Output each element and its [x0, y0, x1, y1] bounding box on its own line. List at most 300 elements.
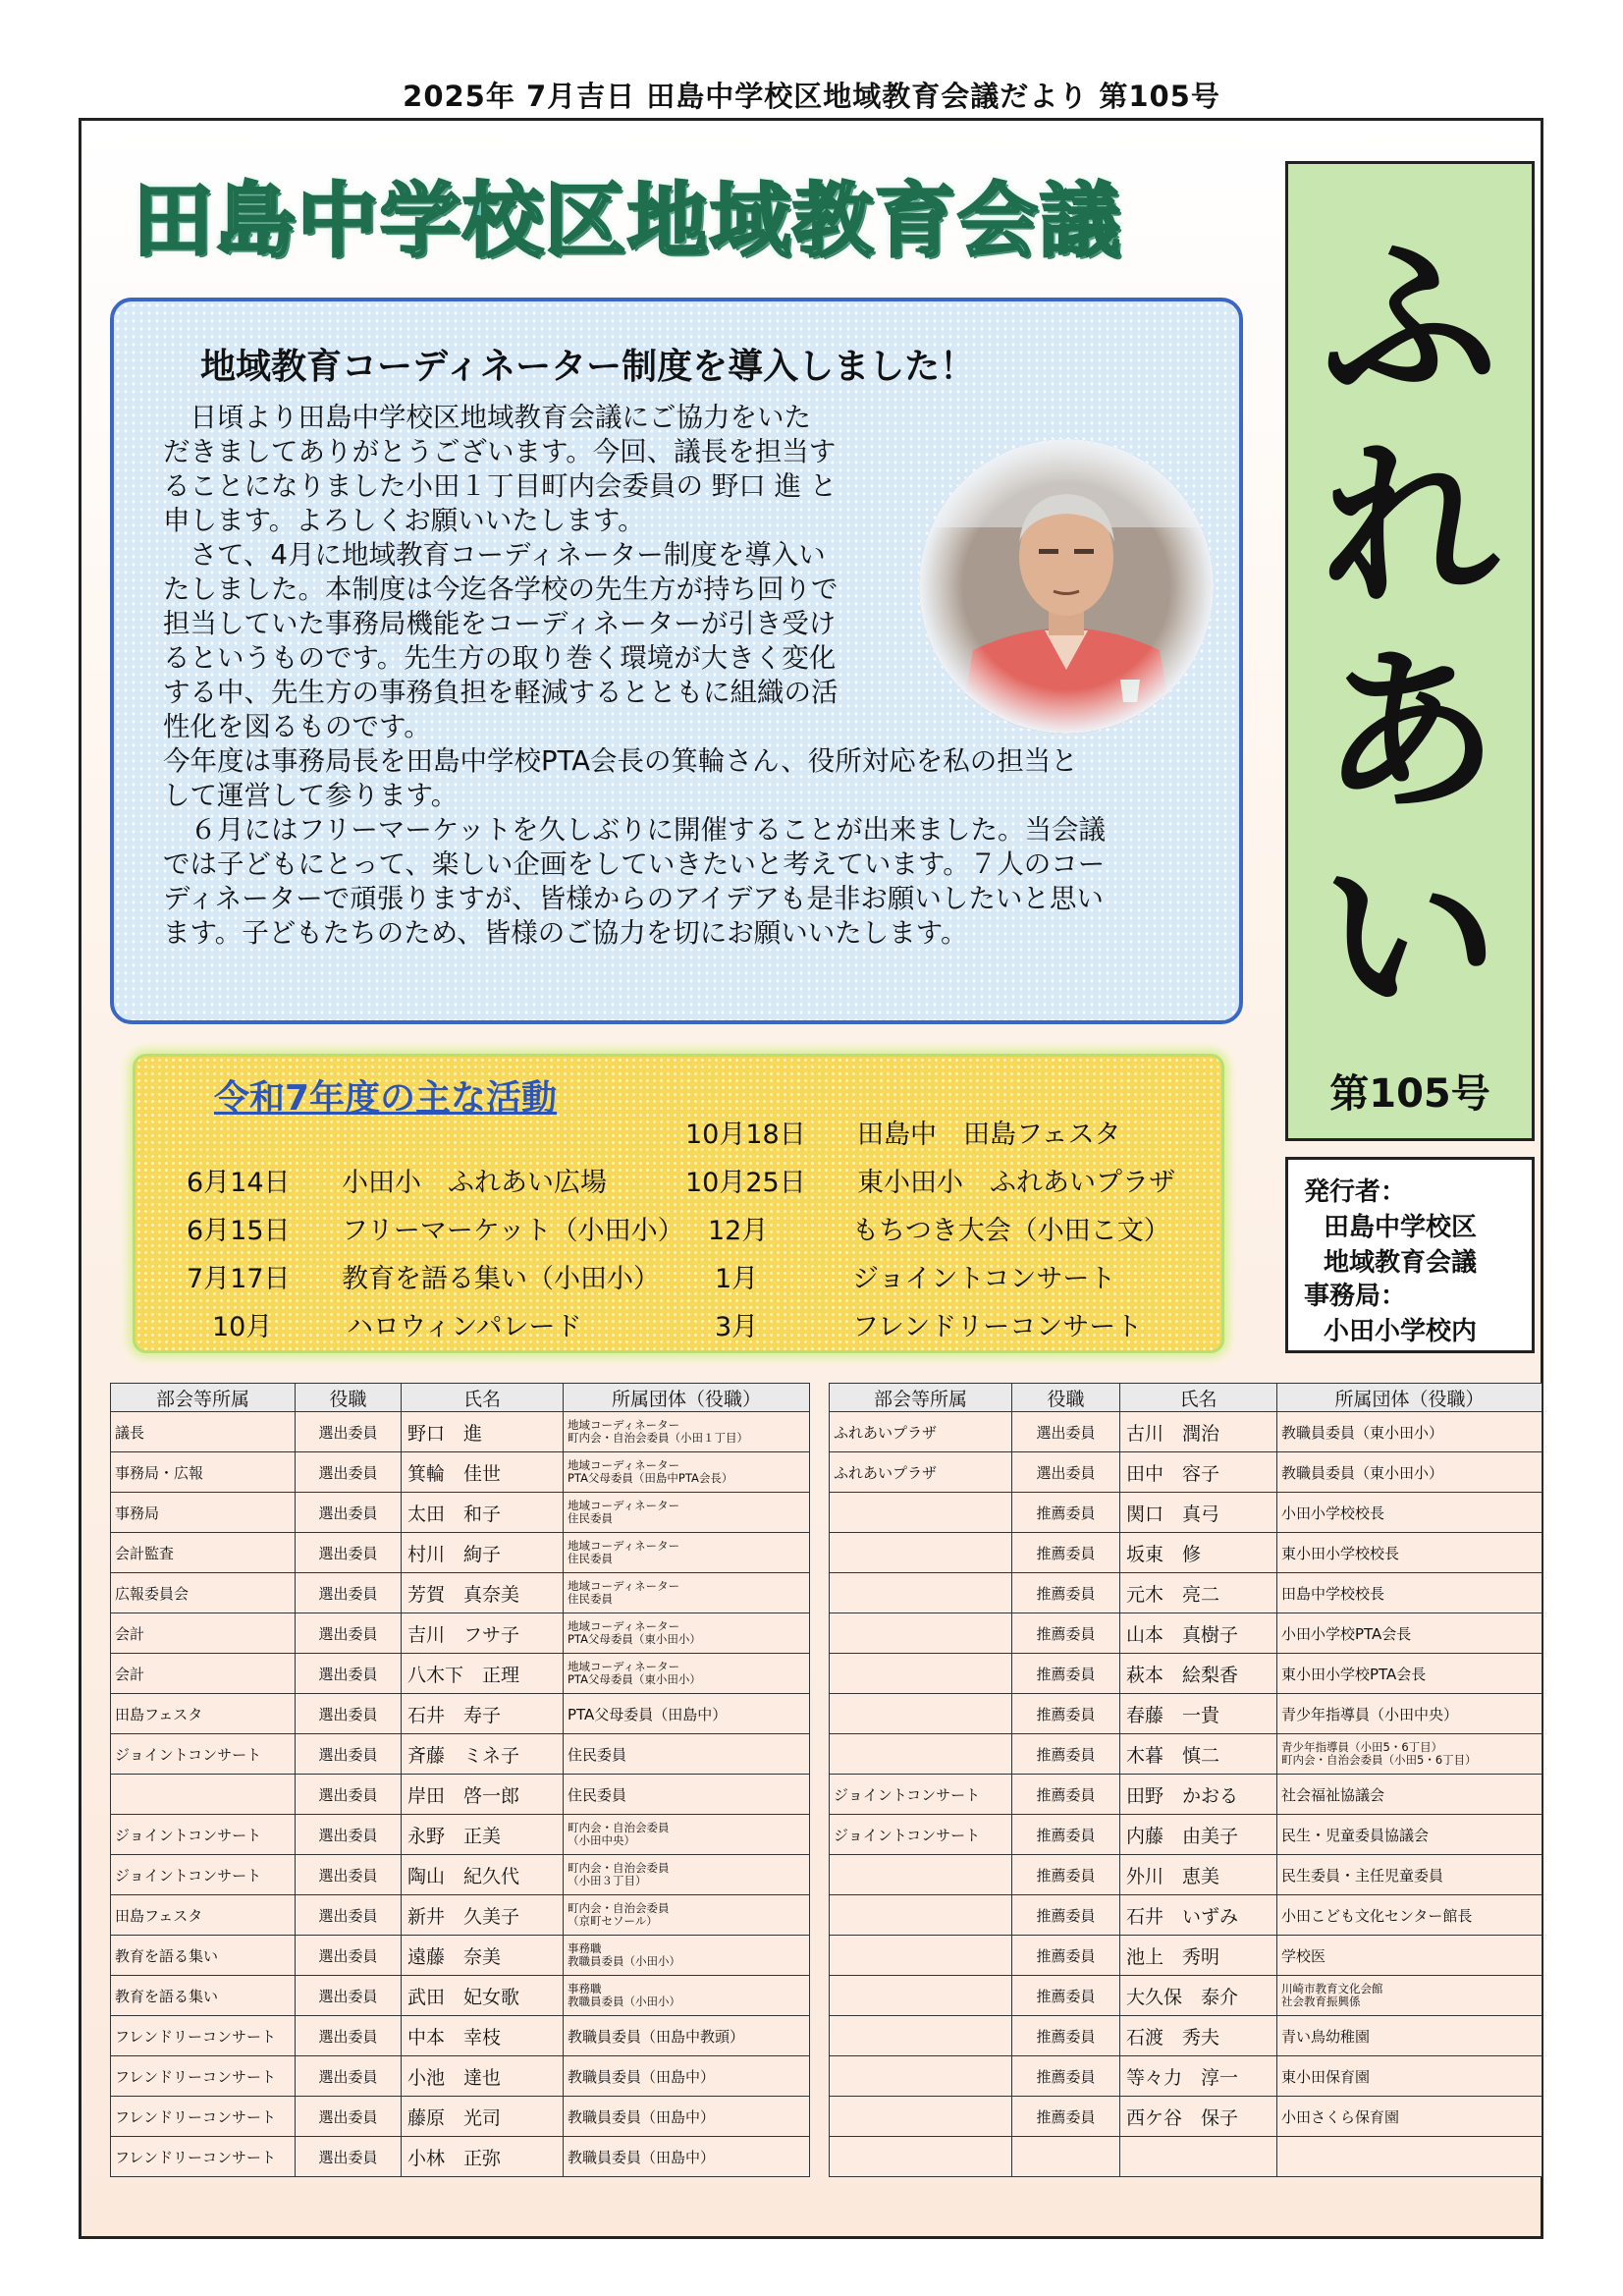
- name-cell: 萩本 絵梨香: [1120, 1654, 1277, 1694]
- publisher-line: 田島中学校区: [1324, 1213, 1478, 1242]
- table-row: [830, 2137, 1542, 2177]
- name-cell: 古川 潤治: [1120, 1412, 1277, 1452]
- role-cell: 推薦委員: [1012, 1976, 1120, 2016]
- dept-cell: [830, 1533, 1012, 1573]
- table-row: [830, 1855, 1542, 1895]
- org-line: 事務職: [568, 1981, 602, 1995]
- name-cell: 大久保 泰介: [1120, 1976, 1277, 2016]
- article-line: ６月にはフリーマーケットを久しぶりに開催することが出来ました。当会議: [163, 814, 1107, 846]
- org-cell: [564, 1775, 810, 1815]
- role-cell: 選出委員: [296, 1533, 402, 1573]
- role-cell: 選出委員: [296, 1855, 402, 1895]
- org-cell: [1277, 1734, 1542, 1775]
- org-line: 住民委員: [568, 1745, 627, 1764]
- org-line: 小田小学校PTA会長: [1281, 1624, 1412, 1643]
- dept-cell: [830, 1855, 1012, 1895]
- dept-cell: 教育を語る集い: [111, 1976, 296, 2016]
- dept-cell: [830, 2016, 1012, 2056]
- org-cell: [1277, 1493, 1542, 1533]
- table-row: [111, 1694, 810, 1734]
- org-line: 東小田小学校校長: [1281, 1544, 1400, 1562]
- org-cell: [1277, 2137, 1542, 2177]
- org-line: 事務職: [568, 1941, 602, 1955]
- chairperson-photo: [919, 439, 1214, 734]
- org-cell: [564, 2137, 810, 2177]
- table-row: [111, 1493, 810, 1533]
- role-cell: 推薦委員: [1012, 2056, 1120, 2097]
- table-row: [830, 1775, 1542, 1815]
- org-line: （小田３丁目）: [568, 1874, 647, 1887]
- dept-cell: [111, 1775, 296, 1815]
- side-char-2: れ: [1321, 424, 1498, 629]
- activity-date: 10月18日: [685, 1120, 806, 1150]
- org-line: 川崎市教育文化会館: [1281, 1981, 1383, 1995]
- name-cell: 斉藤 ミネ子: [402, 1734, 564, 1775]
- role-cell: 選出委員: [296, 1936, 402, 1976]
- org-line: 教職員委員（田島中）: [568, 2067, 716, 2086]
- org-cell: [564, 1734, 810, 1775]
- org-cell: [564, 1976, 810, 2016]
- dept-cell: 会計監査: [111, 1533, 296, 1573]
- dept-cell: 事務局: [111, 1493, 296, 1533]
- publisher-line: 地域教育会議: [1324, 1248, 1478, 1278]
- feature-article: [110, 298, 1243, 1024]
- table-row: [111, 1573, 810, 1613]
- table-row: [111, 1412, 810, 1452]
- dept-cell: 田島フェスタ: [111, 1895, 296, 1936]
- org-cell: [1277, 1895, 1542, 1936]
- article-line: 日頃より田島中学校区地域教育会議にご協力をいた: [163, 402, 811, 433]
- org-line: 田島中学校校長: [1281, 1584, 1385, 1603]
- name-cell: 山本 真樹子: [1120, 1613, 1277, 1654]
- org-line: 住民委員: [568, 1552, 613, 1565]
- org-cell: [564, 2056, 810, 2097]
- activity-date: 1月: [715, 1264, 759, 1294]
- activity-date: 6月15日: [187, 1216, 291, 1246]
- org-cell: [1277, 1775, 1542, 1815]
- table-row: [111, 2137, 810, 2177]
- dept-cell: ジョイントコンサート: [111, 1815, 296, 1855]
- org-line: （京町セソール）: [568, 1914, 658, 1928]
- role-cell: 選出委員: [296, 2056, 402, 2097]
- name-cell: 石井 いずみ: [1120, 1895, 1277, 1936]
- org-line: PTA父母委員（田島中PTA会長）: [568, 1471, 733, 1485]
- activity-event: 小田小 ふれあい広場: [342, 1168, 607, 1198]
- role-cell: 選出委員: [296, 1694, 402, 1734]
- org-cell: [1277, 1452, 1542, 1493]
- dept-cell: [830, 1613, 1012, 1654]
- table-row: [830, 1815, 1542, 1855]
- table-row: [830, 1452, 1542, 1493]
- role-cell: 推薦委員: [1012, 1775, 1120, 1815]
- activity-event: 田島中 田島フェスタ: [857, 1120, 1121, 1150]
- table-row: [111, 1654, 810, 1694]
- dept-cell: [830, 1734, 1012, 1775]
- org-line: PTA父母委員（東小田小）: [568, 1672, 701, 1686]
- name-cell: 小林 正弥: [402, 2137, 564, 2177]
- role-cell: 推薦委員: [1012, 1815, 1120, 1855]
- table-row: [111, 1895, 810, 1936]
- article-line: して運営して参ります。: [163, 780, 459, 811]
- table-row: [111, 2016, 810, 2056]
- role-cell: [1012, 2137, 1120, 2177]
- table-row: [111, 1452, 810, 1493]
- org-line: 町内会・自治会委員（小田5・6丁目）: [1281, 1753, 1477, 1767]
- org-line: 地域コーディネーター: [568, 1417, 680, 1432]
- side-banner: [1285, 161, 1535, 1141]
- org-line: 町内会・自治会委員: [568, 1860, 670, 1875]
- role-cell: 選出委員: [296, 1895, 402, 1936]
- table-row: [111, 2097, 810, 2137]
- org-line: 小田さくら保育園: [1281, 2107, 1400, 2126]
- role-cell: 推薦委員: [1012, 2097, 1120, 2137]
- name-cell: 木暮 慎二: [1120, 1734, 1277, 1775]
- org-cell: [1277, 2056, 1542, 2097]
- name-cell: 石井 寿子: [402, 1694, 564, 1734]
- publisher-line: 発行者：: [1304, 1177, 1407, 1207]
- role-cell: 選出委員: [296, 1654, 402, 1694]
- activity-date: 6月14日: [187, 1168, 291, 1198]
- column-header-dept: 部会等所属: [111, 1384, 296, 1412]
- org-line: PTA父母委員（東小田小）: [568, 1632, 701, 1646]
- article-line: 申します。よろしくお願いいたします。: [163, 505, 645, 536]
- name-cell: 野口 進: [402, 1412, 564, 1452]
- article-title: 地域教育コーディネーター制度を導入しました！: [200, 347, 976, 387]
- org-line: 学校医: [1281, 1946, 1326, 1965]
- article-line: だきましてありがとうございます。今回、議長を担当す: [163, 436, 837, 467]
- name-cell: 遠藤 奈美: [402, 1936, 564, 1976]
- activities-title: 令和7年度の主な活動: [214, 1078, 558, 1119]
- org-line: 地域コーディネーター: [568, 1618, 680, 1633]
- org-cell: [564, 1412, 810, 1452]
- column-header-dept: 部会等所属: [830, 1384, 1012, 1412]
- table-row: [111, 1734, 810, 1775]
- org-cell: [1277, 1694, 1542, 1734]
- table-row: [830, 2097, 1542, 2137]
- dept-cell: [830, 1654, 1012, 1694]
- table-row: [830, 1613, 1542, 1654]
- activity-event: 東小田小 ふれあいプラザ: [857, 1168, 1175, 1198]
- org-cell: [564, 1815, 810, 1855]
- article-line: する中、先生方の事務負担を軽減するとともに組織の活: [163, 677, 839, 708]
- dept-cell: [830, 1694, 1012, 1734]
- org-cell: [1277, 2016, 1542, 2056]
- portrait-illustration: [919, 439, 1214, 734]
- org-line: 教職員委員（小田小）: [568, 1995, 680, 2008]
- dept-cell: ジョイントコンサート: [111, 1855, 296, 1895]
- name-cell: 藤原 光司: [402, 2097, 564, 2137]
- org-line: 教職員委員（田島中）: [568, 2107, 716, 2126]
- org-cell: [564, 1533, 810, 1573]
- table-header-row: [830, 1384, 1542, 1412]
- dept-cell: [830, 1493, 1012, 1533]
- org-line: PTA父母委員（田島中）: [568, 1705, 728, 1723]
- article-line: ることになりました小田１丁目町内会委員の 野口 進 と: [163, 470, 838, 502]
- table-row: [830, 1493, 1542, 1533]
- role-cell: 推薦委員: [1012, 1613, 1120, 1654]
- org-line: 住民委員: [568, 1592, 613, 1606]
- name-cell: 岸田 啓一郎: [402, 1775, 564, 1815]
- table-row: [830, 1895, 1542, 1936]
- name-cell: 陶山 紀久代: [402, 1855, 564, 1895]
- issue-number: 第105号: [1329, 1071, 1490, 1117]
- name-cell: 田中 容子: [1120, 1452, 1277, 1493]
- article-line: 今年度は事務局長を田島中学校PTA会長の箕輪さん、役所対応を私の担当と: [163, 745, 1078, 777]
- dept-cell: ジョイントコンサート: [111, 1734, 296, 1775]
- role-cell: 選出委員: [1012, 1412, 1120, 1452]
- table-row: [830, 2056, 1542, 2097]
- role-cell: 選出委員: [296, 1493, 402, 1533]
- role-cell: 推薦委員: [1012, 2016, 1120, 2056]
- name-cell: 小池 達也: [402, 2056, 564, 2097]
- role-cell: 選出委員: [296, 2137, 402, 2177]
- column-header-role: 役職: [296, 1384, 402, 1412]
- dept-cell: ふれあいプラザ: [830, 1452, 1012, 1493]
- org-line: 小田こども文化センター館長: [1281, 1906, 1473, 1925]
- article-line: ます。子どもたちのため、皆様のご協力を切にお願いいたします。: [163, 917, 968, 949]
- name-cell: 坂東 修: [1120, 1533, 1277, 1573]
- dept-cell: [830, 2137, 1012, 2177]
- org-cell: [1277, 1855, 1542, 1895]
- table-row: [111, 1855, 810, 1895]
- dept-cell: ジョイントコンサート: [830, 1775, 1012, 1815]
- activity-event: フレンドリーコンサート: [852, 1312, 1143, 1342]
- org-line: 青少年指導員（小田5・6丁目）: [1281, 1739, 1443, 1754]
- org-line: 地域コーディネーター: [568, 1498, 680, 1512]
- activity-date: 3月: [715, 1312, 759, 1342]
- column-header-org: 所属団体（役職）: [564, 1384, 810, 1412]
- article-line: 性化を図るものです。: [163, 711, 431, 742]
- name-cell: 石渡 秀夫: [1120, 2016, 1277, 2056]
- name-cell: 等々力 淳一: [1120, 2056, 1277, 2097]
- org-line: 住民委員: [568, 1511, 613, 1525]
- org-cell: [1277, 1936, 1542, 1976]
- name-cell: 永野 正美: [402, 1815, 564, 1855]
- name-cell: 田野 かおる: [1120, 1775, 1277, 1815]
- table-row: [111, 1533, 810, 1573]
- name-cell: 箕輪 佳世: [402, 1452, 564, 1493]
- role-cell: 選出委員: [296, 1976, 402, 2016]
- name-cell: 内藤 由美子: [1120, 1815, 1277, 1855]
- table-row: [830, 2016, 1542, 2056]
- publisher-line: 小田小学校内: [1324, 1317, 1478, 1346]
- table-row: [111, 2056, 810, 2097]
- org-line: 地域コーディネーター: [568, 1578, 680, 1593]
- org-cell: [564, 1936, 810, 1976]
- role-cell: 選出委員: [1012, 1452, 1120, 1493]
- org-cell: [564, 2097, 810, 2137]
- member-table-left: [110, 1383, 810, 2177]
- role-cell: 推薦委員: [1012, 1895, 1120, 1936]
- column-header-name: 氏名: [402, 1384, 564, 1412]
- dept-cell: 田島フェスタ: [111, 1694, 296, 1734]
- column-header-name: 氏名: [1120, 1384, 1277, 1412]
- role-cell: 選出委員: [296, 1412, 402, 1452]
- org-cell: [1277, 1412, 1542, 1452]
- role-cell: 選出委員: [296, 2097, 402, 2137]
- table-row: [111, 1936, 810, 1976]
- role-cell: 推薦委員: [1012, 1694, 1120, 1734]
- org-cell: [1277, 1533, 1542, 1573]
- publisher-line: 事務局：: [1304, 1282, 1407, 1311]
- article-line: ディネーターで頑張りますが、皆様からのアイデアも是非お願いしたいと思い: [163, 883, 1104, 914]
- role-cell: 選出委員: [296, 2016, 402, 2056]
- org-cell: [564, 2016, 810, 2056]
- name-cell: 外川 恵美: [1120, 1855, 1277, 1895]
- org-cell: [1277, 1815, 1542, 1855]
- table-header-row: [111, 1384, 810, 1412]
- org-line: 東小田保育園: [1281, 2067, 1371, 2086]
- name-cell: 元木 亮二: [1120, 1573, 1277, 1613]
- name-cell: [1120, 2137, 1277, 2177]
- role-cell: 推薦委員: [1012, 1533, 1120, 1573]
- dept-cell: フレンドリーコンサート: [111, 2097, 296, 2137]
- org-line: 住民委員: [568, 1785, 627, 1804]
- org-cell: [564, 1694, 810, 1734]
- org-line: 小田小学校校長: [1281, 1503, 1385, 1522]
- dept-cell: 会計: [111, 1654, 296, 1694]
- table-row: [830, 1573, 1542, 1613]
- name-cell: 八木下 正理: [402, 1654, 564, 1694]
- role-cell: 推薦委員: [1012, 1936, 1120, 1976]
- table-row: [830, 1976, 1542, 2016]
- role-cell: 選出委員: [296, 1573, 402, 1613]
- name-cell: 新井 久美子: [402, 1895, 564, 1936]
- name-cell: 春藤 一貴: [1120, 1694, 1277, 1734]
- name-cell: 中本 幸枝: [402, 2016, 564, 2056]
- activity-event: もちつき大会（小田こ文）: [852, 1216, 1170, 1246]
- article-line: さて、4月に地域教育コーディネーター制度を導入い: [163, 539, 826, 571]
- dept-cell: ジョイントコンサート: [830, 1815, 1012, 1855]
- org-line: 教職員委員（田島中教頭）: [568, 2027, 745, 2046]
- org-line: 教職員委員（東小田小）: [1281, 1463, 1444, 1482]
- org-cell: [564, 1573, 810, 1613]
- org-cell: [564, 1613, 810, 1654]
- dept-cell: 教育を語る集い: [111, 1936, 296, 1976]
- member-table-right: [829, 1383, 1542, 2177]
- column-header-org: 所属団体（役職）: [1277, 1384, 1542, 1412]
- dept-cell: [830, 1895, 1012, 1936]
- dept-cell: ふれあいプラザ: [830, 1412, 1012, 1452]
- side-char-4: い: [1321, 837, 1498, 1042]
- side-char-3: あ: [1321, 630, 1498, 836]
- activities-box: [133, 1054, 1224, 1353]
- masthead-title: 田島中学校区地域教育会議: [133, 175, 1123, 268]
- org-line: 町内会・自治会委員: [568, 1900, 670, 1915]
- name-cell: 太田 和子: [402, 1493, 564, 1533]
- table-row: [830, 1654, 1542, 1694]
- role-cell: 推薦委員: [1012, 1855, 1120, 1895]
- article-line: たしました。本制度は今迄各学校の先生方が持ち回りで: [163, 574, 839, 605]
- org-line: 地域コーディネーター: [568, 1659, 680, 1673]
- name-cell: 西ケ谷 保子: [1120, 2097, 1277, 2137]
- dept-cell: 会計: [111, 1613, 296, 1654]
- org-line: 青い鳥幼稚園: [1281, 2027, 1371, 2046]
- activity-event: 教育を語る集い（小田小）: [342, 1264, 660, 1294]
- org-line: 民生・児童委員協議会: [1281, 1826, 1430, 1844]
- table-row: [830, 1734, 1542, 1775]
- dept-cell: [830, 2056, 1012, 2097]
- article-line: るというものです。先生方の取り巻く環境が大きく変化: [163, 642, 837, 674]
- activity-event: フリーマーケット（小田小）: [342, 1216, 684, 1246]
- org-cell: [1277, 1976, 1542, 2016]
- org-line: 地域コーディネーター: [568, 1538, 680, 1553]
- role-cell: 選出委員: [296, 1613, 402, 1654]
- dept-cell: [830, 1976, 1012, 2016]
- dept-cell: [830, 1573, 1012, 1613]
- activity-event: ハロウィンパレード: [347, 1312, 582, 1342]
- org-line: 町内会・自治会委員（小田１丁目）: [568, 1431, 748, 1445]
- article-line: では子どもにとって、楽しい企画をしていきたいと考えています。７人のコー: [163, 848, 1106, 880]
- org-cell: [1277, 1573, 1542, 1613]
- table-row: [111, 1775, 810, 1815]
- org-line: 東小田小学校PTA会長: [1281, 1665, 1427, 1683]
- dept-cell: [830, 2097, 1012, 2137]
- role-cell: 選出委員: [296, 1775, 402, 1815]
- org-cell: [564, 1452, 810, 1493]
- activity-date: 7月17日: [187, 1264, 291, 1294]
- newsletter-header: 2025年 7月吉日 田島中学校区地域教育会議だより 第105号: [403, 80, 1220, 113]
- org-cell: [564, 1895, 810, 1936]
- side-char-1: ふ: [1321, 218, 1498, 423]
- article-line: 担当していた事務局機能をコーディネーターが引き受け: [163, 608, 837, 639]
- activity-event: ジョイントコンサート: [852, 1264, 1116, 1294]
- name-cell: 吉川 フサ子: [402, 1613, 564, 1654]
- role-cell: 推薦委員: [1012, 1654, 1120, 1694]
- org-cell: [1277, 1613, 1542, 1654]
- role-cell: 推薦委員: [1012, 1573, 1120, 1613]
- role-cell: 推薦委員: [1012, 1734, 1120, 1775]
- org-cell: [1277, 2097, 1542, 2137]
- dept-cell: [830, 1936, 1012, 1976]
- org-cell: [564, 1855, 810, 1895]
- publisher-box: [1285, 1157, 1535, 1353]
- dept-cell: フレンドリーコンサート: [111, 2137, 296, 2177]
- org-cell: [564, 1493, 810, 1533]
- name-cell: 関口 真弓: [1120, 1493, 1277, 1533]
- role-cell: 選出委員: [296, 1815, 402, 1855]
- activity-date: 10月25日: [685, 1168, 806, 1198]
- org-cell: [564, 1654, 810, 1694]
- org-line: 民生委員・主任児童委員: [1281, 1866, 1444, 1885]
- table-row: [111, 1613, 810, 1654]
- name-cell: 芳賀 真奈美: [402, 1573, 564, 1613]
- dept-cell: 議長: [111, 1412, 296, 1452]
- dept-cell: フレンドリーコンサート: [111, 2056, 296, 2097]
- activity-date: 10月: [212, 1312, 273, 1342]
- dept-cell: フレンドリーコンサート: [111, 2016, 296, 2056]
- role-cell: 選出委員: [296, 1734, 402, 1775]
- table-row: [830, 1533, 1542, 1573]
- dept-cell: 事務局・広報: [111, 1452, 296, 1493]
- dept-cell: 広報委員会: [111, 1573, 296, 1613]
- role-cell: 推薦委員: [1012, 1493, 1120, 1533]
- column-header-role: 役職: [1012, 1384, 1120, 1412]
- name-cell: 武田 妃女歌: [402, 1976, 564, 2016]
- table-row: [830, 1412, 1542, 1452]
- org-line: 町内会・自治会委員: [568, 1820, 670, 1834]
- table-row: [830, 1936, 1542, 1976]
- org-line: （小田中央）: [568, 1833, 635, 1847]
- org-line: 社会教育振興係: [1281, 1995, 1361, 2008]
- org-line: 社会福祉協議会: [1281, 1785, 1385, 1804]
- table-row: [830, 1694, 1542, 1734]
- org-cell: [1277, 1654, 1542, 1694]
- table-row: [111, 1976, 810, 2016]
- name-cell: 池上 秀明: [1120, 1936, 1277, 1976]
- name-cell: 村川 絢子: [402, 1533, 564, 1573]
- org-line: 教職員委員（田島中）: [568, 2148, 716, 2166]
